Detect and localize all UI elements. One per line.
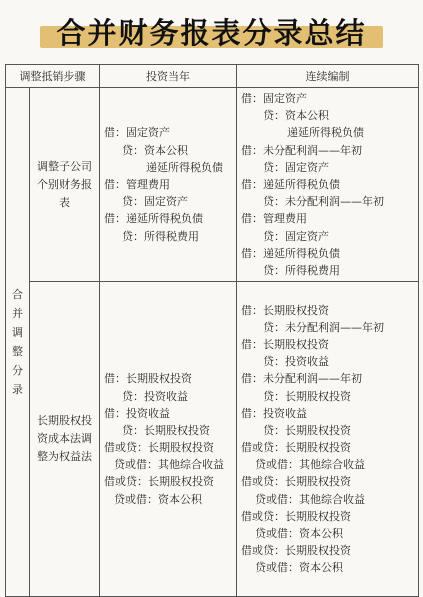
entry-line: 贷：长期股权投资 [122,423,210,437]
entry-line: 贷：未分配利润——年初 [263,195,384,209]
entry-line: 借：递延所得税负债 [241,246,340,260]
group-label-char: 调 [12,326,23,340]
entry-line: 贷：固定资产 [122,195,188,209]
entry-line: 递延所得税负债 [146,160,223,174]
entry-line: 借：未分配利润——年初 [241,372,362,386]
header-continuing: 连续编制 [237,65,419,88]
table-row [6,282,419,597]
entry-line: 借或贷：长期股权投资 [104,441,214,455]
entry-line: 借：管理费用 [104,177,170,191]
entry-line: 借：固定资产 [104,126,170,140]
entry-line: 贷：投资收益 [263,355,329,369]
header-row [6,65,419,88]
header-step: 调整抵销步骤 [6,65,100,88]
entry-line: 贷：资本公积 [263,109,329,123]
group-label-char: 合 [12,288,23,302]
group-label-char: 分 [12,364,23,378]
entry-line: 借：管理费用 [241,212,307,226]
entry-line: 借或贷：长期股权投资 [241,509,351,523]
entry-line: 贷：未分配利润——年初 [263,320,384,334]
entry-line: 借：递延所得税负债 [104,212,203,226]
entry-line: 贷：所得税费用 [122,229,199,243]
summary-table [5,64,419,597]
group-label-char: 录 [12,383,23,397]
entry-line: 借或贷：长期股权投资 [241,475,351,489]
row-label: 长期股权投资成本法调整为权益法 [30,282,100,597]
entry-line: 贷：长期股权投资 [263,423,351,437]
group-label-char: 并 [12,307,23,321]
entry-line: 贷：固定资产 [263,229,329,243]
entry-line: 借：未分配利润——年初 [241,143,362,157]
entry-line: 借：固定资产 [241,92,307,105]
entry-line: 贷或借：资本公积 [114,492,202,506]
header-current-year: 投资当年 [100,65,237,88]
group-label-char: 整 [12,345,23,359]
entry-line: 贷或借：其他综合收益 [255,458,365,472]
entry-line: 借或贷：长期股权投资 [241,441,351,455]
page-title: 合并财务报表分录总结 [56,15,367,50]
continuing-entries [237,88,419,282]
entry-line: 贷或借：其他综合收益 [114,458,224,472]
entry-line: 借：长期股权投资 [241,337,329,351]
continuing-entries [237,282,419,597]
row-label: 调整子公司个别财务报表 [30,88,100,282]
entry-line: 递延所得税负债 [287,126,364,140]
entry-line: 贷或借：资本公积 [255,527,343,540]
entry-line: 贷：资本公积 [122,143,188,157]
current-year-entries [100,88,237,282]
entry-line: 借：长期股权投资 [241,303,329,317]
group-label [6,88,30,597]
entry-line: 贷：所得税费用 [263,263,340,277]
entry-line: 贷：固定资产 [263,160,329,174]
entry-line: 借：递延所得税负债 [241,177,340,191]
entry-line: 贷或借：资本公积 [255,561,343,575]
entry-line: 贷：投资收益 [122,389,188,403]
table-row [6,88,419,282]
entry-line: 借：投资收益 [241,406,307,420]
current-year-entries [100,282,237,597]
title-area [0,0,423,62]
entry-line: 借或贷：长期股权投资 [241,544,351,558]
entry-line: 借：长期股权投资 [104,372,192,386]
entry-line: 贷：长期股权投资 [263,389,351,403]
entry-line: 借或贷：长期股权投资 [104,475,214,489]
entry-line: 借：投资收益 [104,406,170,420]
entry-line: 贷或借：其他综合收益 [255,492,365,506]
